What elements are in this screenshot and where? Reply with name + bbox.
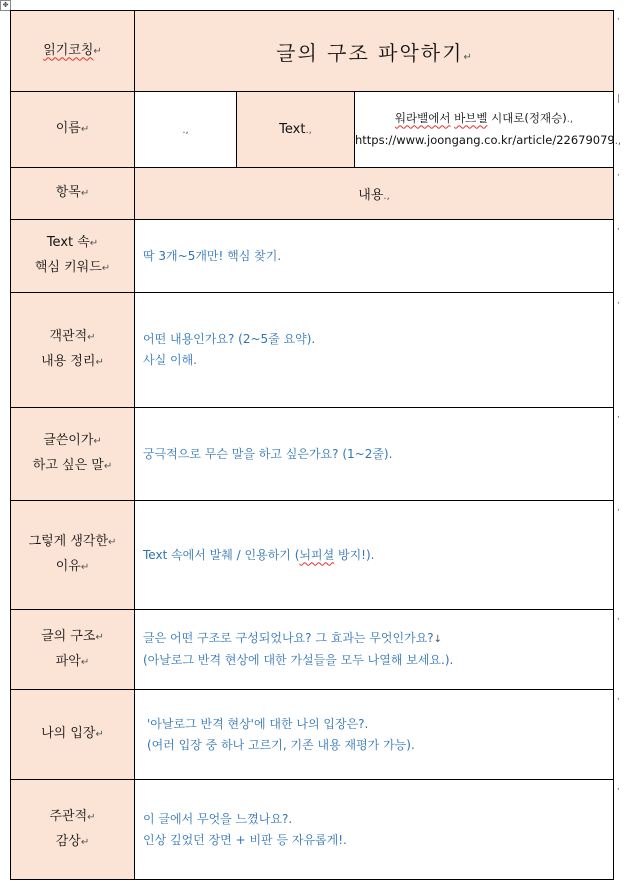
worksheet-title: 글의 구조 파악하기 [276, 40, 464, 65]
source-title: 워라밸에서 바브벨 시대로(정재승)., [394, 110, 574, 125]
row-label-cell: 그렇게 생각한↵ 이유↵ [11, 501, 135, 610]
reading-coaching-table [10, 10, 622, 880]
row-label-cell: 객관적↵ 내용 정리↵ [11, 293, 135, 408]
content-heading-cell: 내용., [135, 168, 614, 220]
row-end-mark: , [617, 410, 620, 420]
row-label-cell: 주관적↵ 감상↵ [11, 780, 135, 880]
worksheet-title-cell: 글의 구조 파악하기↵ [135, 11, 614, 92]
table-row [11, 220, 614, 293]
row-content-cell[interactable]: 글은 어떤 구조로 구성되었나요? 그 효과는 무엇인가요?↓ (아날로그 반격 현상에 대한 가설들을 모두 나열해 보세요.). [135, 610, 614, 690]
source-cell[interactable] [355, 92, 622, 168]
row-content-cell[interactable]: 궁극적으로 무슨 말을 하고 싶은가요? (1~2줄). [135, 408, 614, 501]
table-move-handle-icon[interactable]: ✥ [0, 0, 11, 11]
reading-coaching-label-cell: 읽기코칭↵ [11, 11, 135, 92]
row-end-mark: , [617, 692, 620, 702]
row-end-mark: , [617, 782, 620, 792]
table-row [11, 501, 614, 610]
name-label-cell: 이름↵ [11, 92, 135, 168]
table-row [11, 293, 614, 408]
row-end-mark: , [617, 168, 620, 178]
row-content-cell[interactable]: 이 글에서 무엇을 느꼈나요?. 인상 깊었던 장면 + 비판 등 자유롭게!. [135, 780, 614, 880]
text-label: Text [279, 122, 306, 137]
name-label: 이름 [55, 121, 81, 136]
item-heading: 항목 [55, 185, 81, 200]
reading-coaching-label: 읽기코칭 [43, 42, 94, 58]
header-row [11, 11, 614, 92]
row-end-mark: , [617, 296, 620, 306]
item-heading-cell: 항목↵ [11, 168, 135, 220]
row-end-mark: , [617, 503, 620, 513]
source-url[interactable]: https://www.joongang.co.kr/article/22679079., [355, 132, 622, 147]
table-row [11, 780, 614, 880]
row-label-cell: 나의 입장↵ [11, 690, 135, 780]
table-row [11, 610, 614, 690]
row-content-cell[interactable]: '아날로그 반격 현상'에 대한 나의 입장은?. (여러 입장 중 하나 고르기, 기존 내용 재평가 가능). [135, 690, 614, 780]
row-content-cell[interactable]: Text 속에서 발췌 / 인용하기 (뇌피셜 방지!). [135, 501, 614, 610]
table-row [11, 408, 614, 501]
name-value-cell[interactable]: ., [135, 92, 237, 168]
row-content-cell[interactable]: 어떤 내용인가요? (2~5줄 요약). 사실 이해. [135, 293, 614, 408]
column-heading-row [11, 168, 614, 220]
row-label-cell: 글쓴이가↵ 하고 싶은 말↵ [11, 408, 135, 501]
content-heading: 내용 [358, 188, 384, 203]
row-end-mark: , [617, 12, 620, 22]
row-end-mark: , [617, 222, 620, 232]
info-row [11, 92, 614, 168]
text-cursor: | [617, 94, 621, 104]
table-row [11, 690, 614, 780]
row-label-cell: 글의 구조↵ 파악↵ [11, 610, 135, 690]
row-content-cell[interactable]: 딱 3개~5개만! 핵심 찾기. [135, 220, 614, 293]
row-label-cell: Text 속↵ 핵심 키워드↵ [11, 220, 135, 293]
text-label-cell: Text., [237, 92, 355, 168]
row-end-mark: , [617, 612, 620, 622]
